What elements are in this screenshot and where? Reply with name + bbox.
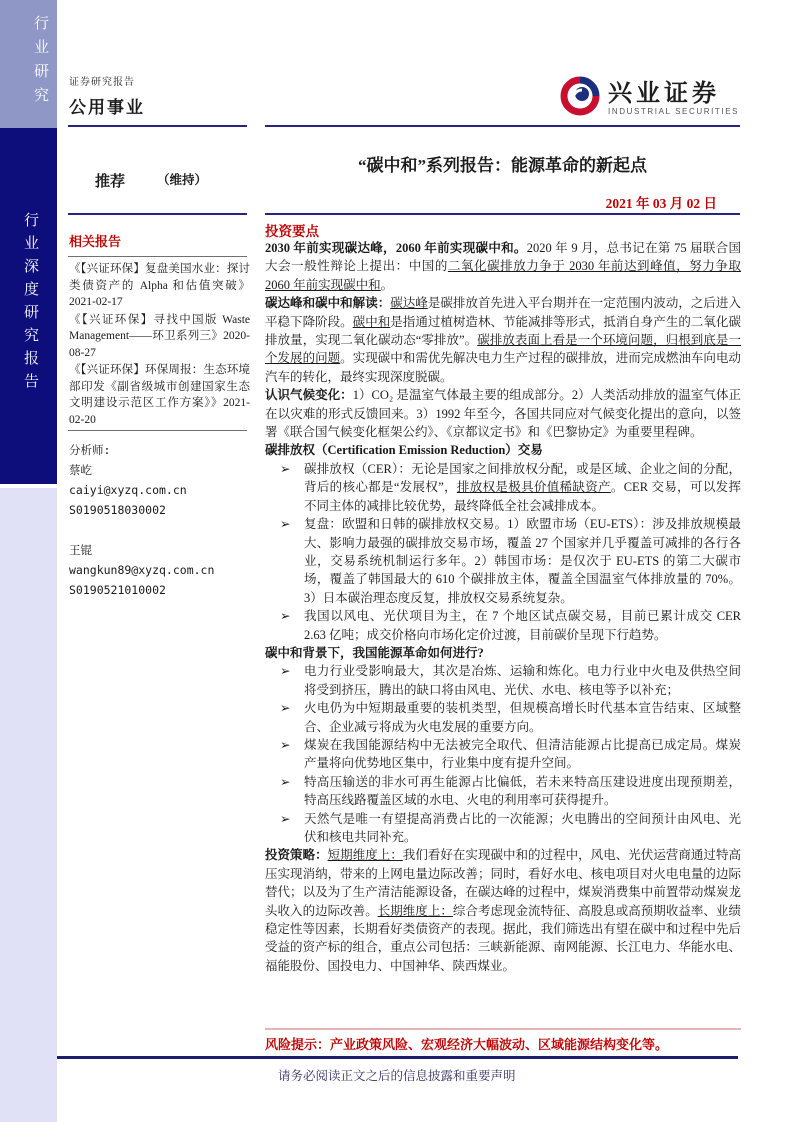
bullet-item: [265, 460, 741, 515]
text-segment: 碳中和: [352, 314, 391, 329]
sidebar-band-label: 行业深度研究报告: [22, 212, 38, 396]
related-reports-divider-top: [68, 256, 247, 257]
rating-value: 推荐: [95, 174, 126, 190]
bullet-text: [304, 517, 741, 605]
text-segment: 碳排放权（CER）：无论是国家之间排放权分配，或是区域、企业之间的分配，背后的核心都是“发展权”，: [304, 461, 741, 495]
text-segment: 长期维度上：: [377, 903, 453, 918]
analyst-email: caiyi@xyzq.com.cn: [69, 483, 187, 497]
footer-disclaimer: 请务必阅读正文之后的信息披露和重要声明: [278, 1069, 516, 1083]
text-segment: 碳中和背景下，我国能源革命如何进行?: [265, 645, 484, 660]
text-segment: 排放权是极具价值稀缺资产: [456, 480, 611, 495]
bullet-arrow-icon: ➢: [280, 609, 291, 624]
paragraph: [265, 294, 741, 386]
text-segment: 1）CO₂ 是温室气体最主要的组成部分。2）人类活动排放的温室气体正在以灾难的形式反馈回来。3）1992 年至今，各国共同应对气候变化提出的意向，以签署《联合国气候变化框架公约》、《京都议定书》和《巴黎协定》为重要里程碑。: [265, 388, 741, 440]
text-segment: 综合考虑现金流特征、高股息或高预期收益率、业绩稳定性等因素，长期看好类债资产的表现。据此，我们筛选出有望在碳中和过程中先后受益的资产标的组合，重点公司包括：三峡新能源、南网能源、长江电力、华能水电、福能股份、国投电力、中国神华、陕西煤业。: [265, 903, 741, 973]
section-subheading: [265, 441, 741, 459]
bullet-arrow-icon: ➢: [280, 737, 291, 752]
bullet-item: [265, 810, 741, 847]
paragraph: [265, 239, 741, 294]
bullet-text: [304, 738, 741, 770]
bullet-text: [304, 462, 741, 513]
text-segment: 是指通过植树造林、节能减排等形式，抵消自身产生的二氧化碳排放量，实现二氧化碳动态“零排放”。: [265, 314, 741, 348]
bullet-item: [265, 607, 741, 644]
text-segment: 是碳排放首先进入平台期并在一定范围内波动，之后进入平稳下降阶段。: [265, 296, 741, 329]
title-divider: [265, 213, 740, 215]
report-type-label: 证券研究报告: [69, 77, 135, 88]
text-segment: 碳排放表面上看是一个环境问题，归根到底是一个发展的问题: [265, 333, 741, 366]
text-segment: 2030 年前实现碳达峰，2060 年前实现碳中和。: [265, 241, 527, 255]
report-summary-body: [265, 239, 741, 1029]
bullet-text: [304, 775, 741, 807]
bullet-text: [304, 812, 741, 844]
header-divider-right: [265, 125, 740, 127]
text-segment: 投资策略：: [265, 848, 328, 863]
analyst-block: [69, 540, 254, 600]
footer-divider: [57, 1056, 738, 1059]
bullet-text: [304, 609, 741, 641]
text-segment: 天然气是唯一有望提高消费占比的一次能源；火电腾出的空间预计由风电、光伏和核电共同补充。: [304, 811, 741, 844]
text-segment: 我国以风电、光伏项目为主，在 7 个地区试点碳交易，目前已累计成交 CER 2.63 亿吨；成交价格向市场化定价过渡，目前碳价呈现下行趋势。: [304, 609, 741, 642]
investment-highlights-title: 投资要点: [265, 224, 319, 239]
text-segment: 煤炭在我国能源结构中无法被完全取代、但清洁能源占比提高已成定局。煤炭产量将向优势地区集中，行业集中度有提升空间。: [304, 737, 741, 771]
bullet-item: [265, 773, 741, 810]
bullet-item: [265, 515, 741, 607]
sidebar-lavender-band: [0, 488, 57, 1122]
text-segment: 。CER 交易，可以发挥不同主体的减排比较优势，最终降低全社会减排成本。: [304, 480, 741, 513]
text-segment: 碳排放权（Certification Emission Reduction）交易: [265, 443, 543, 458]
text-segment: 。: [380, 277, 394, 292]
bullet-arrow-icon: ➢: [280, 517, 291, 532]
analyst-license-id: S0190518030002: [69, 503, 166, 517]
text-segment: 我们看好在实现碳中和的过程中，风电、光伏运营商通过特高压实现消纳，带来的上网电量边际改善；同时，看好水电、核电项目对火电电量的边际替代；以及为了生产清洁能源设备，在碳达峰的过程中，煤炭消费集中前置带动煤炭龙头收入的边际改善。: [265, 848, 741, 918]
bullet-text: [304, 664, 741, 696]
text-segment: 。实现碳中和需优先解决电力生产过程的碳排放，进而完成燃油车向电动汽车的转化，最终实现深度脱碳。: [265, 351, 741, 384]
report-title: “碳中和”系列报告：能源革命的新起点: [358, 156, 647, 175]
related-report-item: 《【兴证环保】环保周报：生态环境部印发《副省级城市创建国家生态文明建设示范区工作方案》》2021-02-20: [69, 364, 250, 426]
brand-subtitle: INDUSTRIAL SECURITIES: [608, 107, 740, 116]
paragraph: [265, 386, 741, 441]
analyst-name: 蔡屹: [69, 463, 92, 477]
sidebar-industry-research-band: [0, 0, 57, 128]
analyst-label: 分析师:: [69, 443, 111, 457]
bullet-arrow-icon: ➢: [280, 664, 291, 679]
bullet-arrow-icon: ➢: [280, 811, 291, 826]
text-segment: 电力行业受影响最大，其次是冶炼、运输和炼化。电力行业中火电及供热空间将受到挤压，腾出的缺口将由风电、光伏、水电、核电等予以补充；: [304, 664, 741, 697]
bullet-item: [265, 736, 741, 773]
bullet-arrow-icon: ➢: [280, 701, 291, 716]
text-segment: 认识气候变化：: [265, 388, 353, 403]
rating-divider: [68, 213, 247, 215]
rating-row: [95, 170, 207, 191]
text-segment: 火电仍为中短期最重要的装机类型，但规模高增长时代基本宣告结束、区域整合、企业减亏将成为火电发展的重要方向。: [304, 701, 741, 734]
analysts-section: [69, 440, 254, 600]
brand-name: 兴业证券: [608, 81, 720, 107]
bullet-arrow-icon: ➢: [280, 774, 291, 789]
rating-status: （维持）: [157, 173, 208, 187]
section-subheading: [265, 644, 741, 662]
risk-warning: 风险提示：产业政策风险、宏观经济大幅波动、区域能源结构变化等。: [265, 1028, 741, 1053]
bullet-item: [265, 699, 741, 736]
text-segment: 短期维度上：: [327, 848, 403, 863]
text-segment: 2020 年 9 月，总书记在第 75 届联合国大会一般性辩论上提出：中国的: [265, 241, 741, 274]
analyst-email: wangkun89@xyzq.com.cn: [69, 563, 215, 577]
text-segment: 复盘：欧盟和日韩的碳排放权交易。1）欧盟市场（EU-ETS）：涉及排放规模最大、影响力最强的碳排放交易市场，覆盖 27 个国家并几乎覆盖可减排的各行各业，交易系统机制运行多年。2）韩国市场：是仅次于 EU-ETS 的第二大碳市场，覆盖了韩国最大的 610 个碳排放主体，覆盖全国温室气体排放量的 70%。3）日本碳治理态度反复，排放权交易系统复杂。: [304, 517, 741, 605]
bullet-text: [304, 701, 741, 733]
related-report-item: 《【兴证环保】复盘美国水业：探讨类债资产的 Alpha 和估值突破》2021-02-17: [69, 263, 250, 308]
related-reports-list: [69, 261, 250, 429]
related-report-item: 《【兴证环保】寻找中国版 Waste Management——环卫系列三》2020-08-27: [69, 313, 250, 359]
sidebar-report-type-band: [0, 128, 57, 484]
brand-logo: [560, 76, 739, 121]
analyst-list: [69, 460, 254, 600]
analyst-license-id: S0190521010002: [69, 583, 166, 597]
analyst-block: [69, 460, 254, 520]
bullet-arrow-icon: ➢: [280, 461, 291, 476]
industrial-securities-logo-icon: [560, 76, 600, 121]
text-segment: 碳达峰和碳中和解读：: [265, 296, 391, 311]
paragraph: [265, 846, 741, 975]
report-date: 2021 年 03 月 02 日: [605, 196, 717, 211]
related-reports-divider-bottom: [68, 430, 247, 431]
analyst-name: 王锟: [69, 543, 92, 557]
related-reports-title: 相关报告: [69, 234, 122, 249]
text-segment: 特高压输送的非水可再生能源占比偏低，若未来特高压建设进度出现预期差，特高压线路覆盖区域的水电、火电的利用率可获得提升。: [304, 774, 741, 808]
industry-name: 公用事业: [69, 98, 145, 117]
sidebar-top-label: 行业研究: [32, 15, 48, 111]
bullet-item: [265, 662, 741, 699]
text-segment: 碳达峰: [390, 296, 428, 311]
text-segment: 二氧化碳排放力争于 2030 年前达到峰值，努力争取 2060 年前实现碳中和: [265, 259, 741, 292]
header-divider-left: [68, 125, 247, 127]
